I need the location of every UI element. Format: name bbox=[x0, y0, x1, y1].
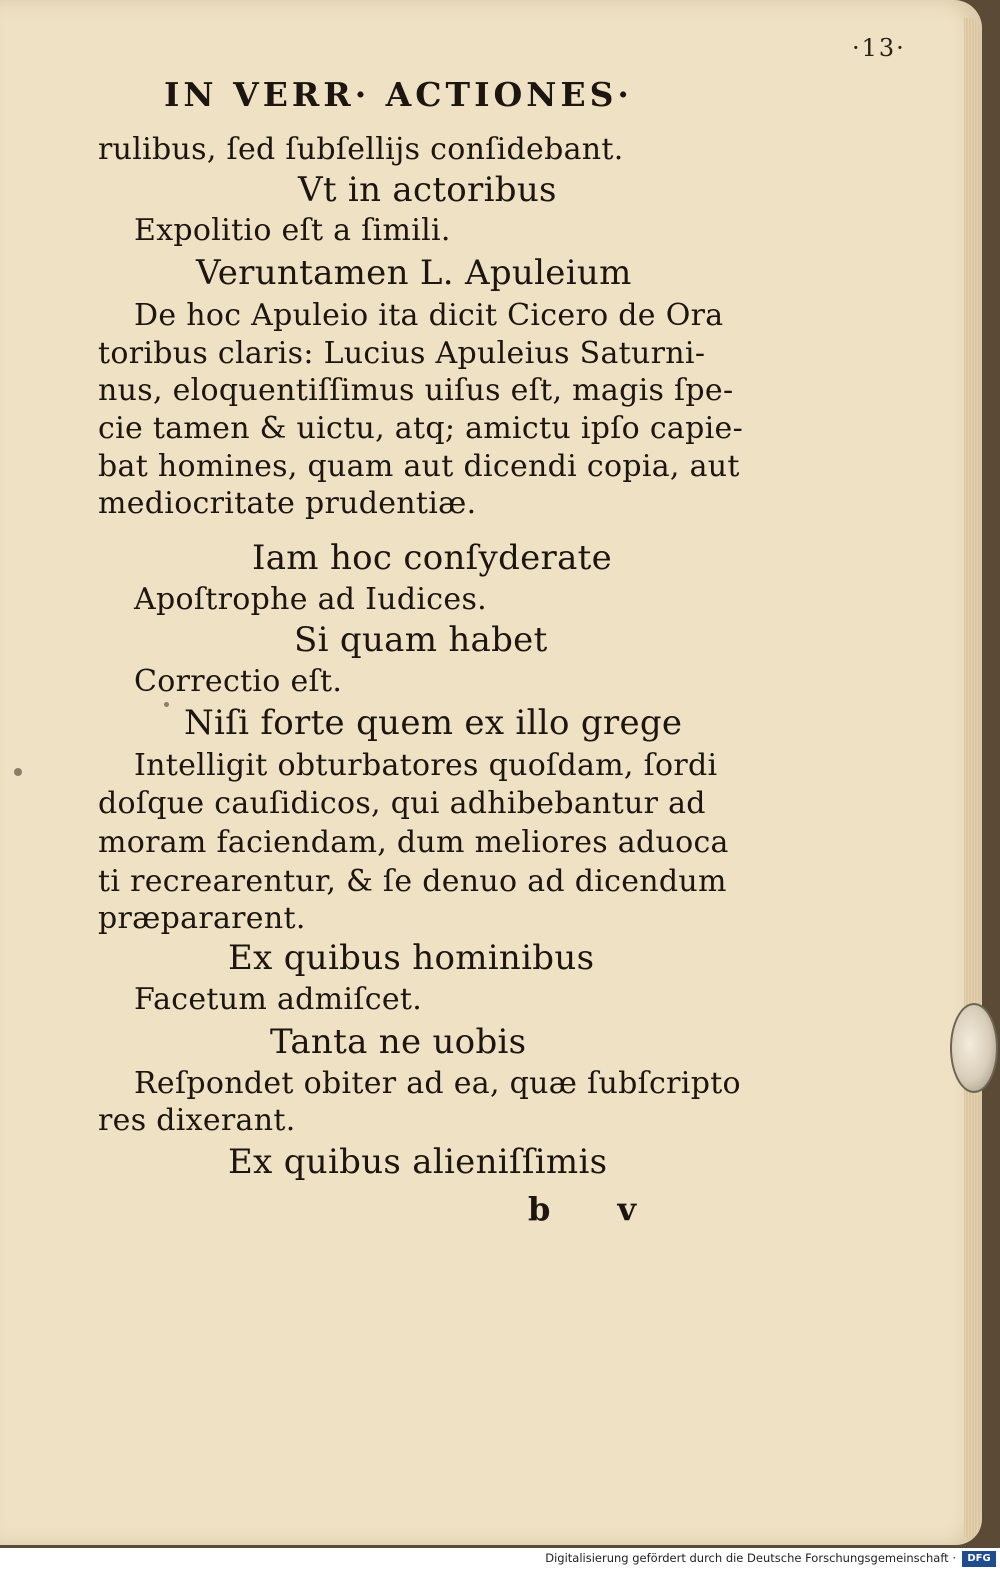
text-line: doſque cauſidicos, qui adhibebantur ad bbox=[98, 786, 706, 821]
text-line: De hoc Apuleio ita dicit Cicero de Ora bbox=[134, 298, 724, 333]
text-line: cie tamen & uictu, atq; amictu ipſo capie- bbox=[98, 411, 744, 446]
lemma-heading: Ex quibus hominibus bbox=[228, 938, 595, 978]
text-line: moram faciendam, dum meliores aduoca bbox=[98, 825, 729, 860]
lemma-heading: Niſi forte quem ex illo grege bbox=[184, 703, 683, 743]
page-number: ·13· bbox=[852, 34, 906, 62]
digitization-credit: Digitalisierung gefördert durch die Deutsche Forschungsgemeinschaft · bbox=[545, 1551, 956, 1565]
lemma-heading: Ex quibus alieniſſimis bbox=[228, 1142, 608, 1182]
text-line: Facetum admiſcet. bbox=[134, 982, 423, 1017]
ink-spot bbox=[164, 702, 169, 707]
text-line: bat homines, quam aut dicendi copia, aut bbox=[98, 449, 740, 484]
text-line: Apoſtrophe ad Iudices. bbox=[134, 582, 487, 617]
text-line: præpararent. bbox=[98, 901, 306, 936]
signature-mark: b v bbox=[528, 1190, 665, 1228]
lemma-heading: Vt in actoribus bbox=[298, 170, 557, 210]
ink-spot bbox=[14, 768, 22, 776]
text-line: Correctio eſt. bbox=[134, 664, 343, 699]
text-line: mediocritate prudentiæ. bbox=[98, 486, 477, 521]
lemma-heading: Iam hoc conſyderate bbox=[252, 538, 613, 578]
text-line: rulibus, ſed ſubſellijs conſidebant. bbox=[98, 132, 624, 167]
text-line: nus, eloquentiſſimus uiſus eſt, magis ſpe- bbox=[98, 373, 734, 408]
lemma-heading: Veruntamen L. Apuleium bbox=[196, 253, 632, 293]
dfg-logo: DFG bbox=[962, 1551, 996, 1567]
paper-hole bbox=[950, 1003, 998, 1093]
text-line: toribus claris: Lucius Apuleius Saturni- bbox=[98, 336, 706, 371]
lemma-heading: Tanta ne uobis bbox=[270, 1022, 527, 1062]
lemma-heading: Si quam habet bbox=[294, 620, 548, 660]
text-line: Expolitio eſt a ſimili. bbox=[134, 213, 451, 248]
text-line: Intelligit obturbatores quoſdam, ſordi bbox=[134, 748, 718, 783]
running-head: IN VERR· ACTIONES· bbox=[164, 75, 633, 114]
page-edge bbox=[964, 18, 980, 1538]
text-line: res dixerant. bbox=[98, 1103, 296, 1138]
text-line: ti recrearentur, & ſe denuo ad dicendum bbox=[98, 864, 727, 899]
text-line: Reſpondet obiter ad ea, quæ ſubſcripto bbox=[134, 1066, 741, 1101]
